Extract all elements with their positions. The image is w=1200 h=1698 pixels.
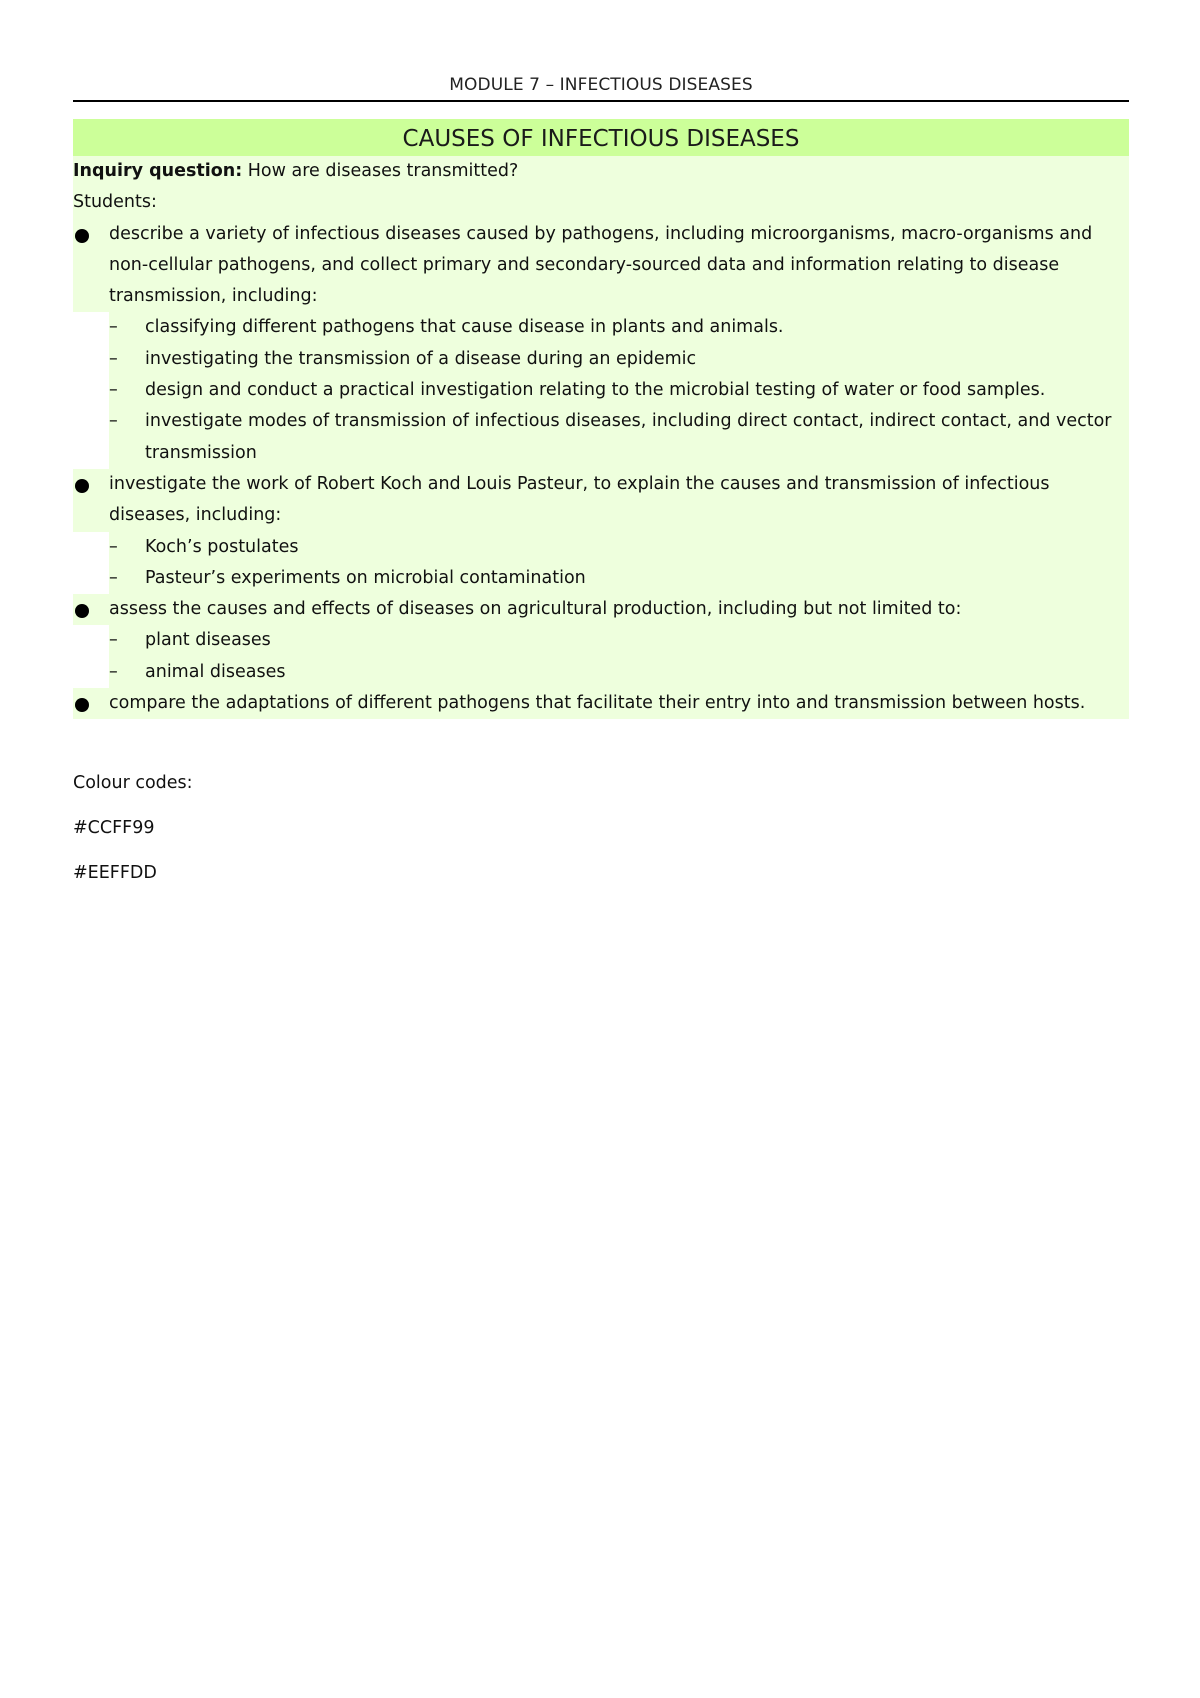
sub-item (109, 406, 1129, 469)
sub-item (109, 657, 1129, 688)
dash-icon: – (109, 567, 118, 588)
students-label: Students: (73, 187, 1129, 218)
sub-line: animal diseases (145, 661, 286, 682)
bullet-icon (75, 604, 89, 618)
bullet-item (73, 219, 1129, 313)
sub-item (109, 344, 1129, 375)
sub-line: transmission (145, 442, 257, 463)
colour-codes (73, 770, 193, 905)
inquiry-label: Inquiry question: (73, 161, 243, 181)
colour-code-value: #EEFFDD (73, 863, 157, 883)
dash-icon: – (109, 630, 118, 651)
bullet-icon (75, 229, 89, 243)
dash-icon: – (109, 348, 118, 369)
sub-line: plant diseases (145, 630, 271, 651)
sub-item (109, 312, 1129, 343)
bullet-item (73, 688, 1129, 719)
sub-line: investigating the transmission of a disease during an epidemic (145, 348, 697, 369)
sub-line: investigate modes of transmission of infectious diseases, including direct contact, indirect contact, and vector (145, 411, 1112, 432)
dash-icon: – (109, 317, 118, 338)
bullet-line: assess the causes and effects of diseases on agricultural production, including but not limited to: (109, 599, 962, 620)
sub-line: Pasteur’s experiments on microbial contamination (145, 567, 586, 588)
bullet-icon (75, 479, 89, 493)
colour-codes-label: Colour codes: (73, 773, 193, 793)
sub-line: design and conduct a practical investigation relating to the microbial testing of water or food samples. (145, 380, 1046, 401)
bullet-line: investigate the work of Robert Koch and Louis Pasteur, to explain the causes and transmission of infectious (109, 473, 1050, 494)
bullet-line: compare the adaptations of different pathogens that facilitate their entry into and transmission between hosts. (109, 693, 1086, 714)
bullet-line: transmission, including: (109, 286, 318, 307)
bullet-item (73, 594, 1129, 625)
sub-item (109, 375, 1129, 406)
bullet-line: describe a variety of infectious diseases caused by pathogens, including microorganisms, macro-organisms and (109, 223, 1093, 244)
bullet-icon (75, 698, 89, 712)
colour-code-value: #CCFF99 (73, 818, 155, 838)
dash-icon: – (109, 380, 118, 401)
inquiry-question (73, 156, 1129, 187)
dash-icon: – (109, 536, 118, 557)
sub-item (109, 563, 1129, 594)
bullet-item (73, 469, 1129, 532)
bullet-line: non-cellular pathogens, and collect primary and secondary-sourced data and information relating to disease (109, 254, 1060, 275)
header-divider (73, 100, 1129, 102)
bullet-line: diseases, including: (109, 505, 282, 526)
sub-line: classifying different pathogens that cause disease in plants and animals. (145, 317, 784, 338)
syllabus-section (73, 119, 1129, 719)
inquiry-text: How are diseases transmitted? (242, 161, 519, 181)
section-title: CAUSES OF INFECTIOUS DISEASES (73, 119, 1129, 156)
page-header: MODULE 7 – INFECTIOUS DISEASES (449, 75, 753, 95)
dash-icon: – (109, 661, 118, 682)
sub-item (109, 532, 1129, 563)
dash-icon: – (109, 411, 118, 432)
sub-item (109, 625, 1129, 656)
sub-line: Koch’s postulates (145, 536, 299, 557)
